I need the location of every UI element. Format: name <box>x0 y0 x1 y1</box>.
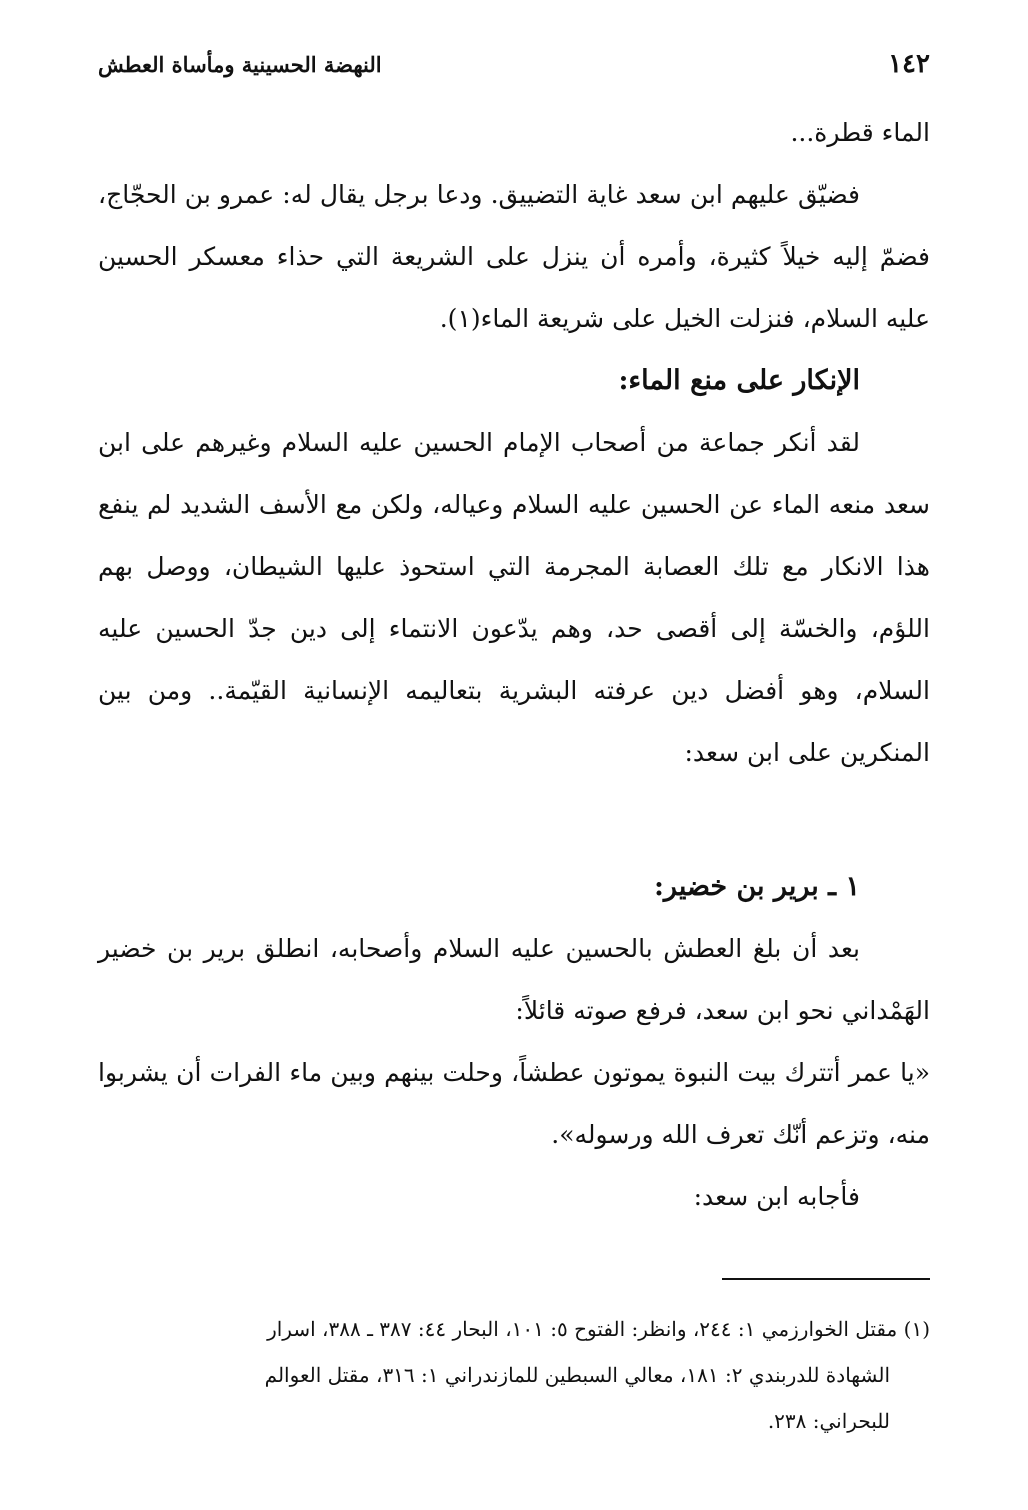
paragraph-continuation: الماء قطرة... <box>790 118 930 147</box>
quote-burair: «يا عمر أتترك بيت النبوة يموتون عطشاً، وحلت بينهم وبين ماء الفرات أن يشربوا منه، وتزعم أنّك تعرف الله ورسوله». <box>98 1058 930 1149</box>
page-header <box>98 44 930 84</box>
paragraph-siege: فضيّق عليهم ابن سعد غاية التضييق. ودعا برجل يقال له: عمرو بن الحجّاج، فضمّ إليه خيلاً كثيرة، وأمره أن ينزل على الشريعة التي حذاء معسكر الحسين عليه السلام، فنزلت الخيل على شريعة الماء(١). <box>98 180 930 333</box>
running-title: النهضة الحسينية ومأساة العطش <box>98 51 382 77</box>
footnote-line: الشهادة للدربندي ٢: ١٨١، معالي السبطين للمازندراني ١: ٣١٦، مقتل العوالم <box>264 1363 890 1387</box>
paragraph-reply: فأجابه ابن سعد: <box>693 1182 860 1211</box>
footnote-line: للبحراني: ٢٣٨. <box>767 1409 890 1433</box>
page-number: ١٤٢ <box>888 49 930 79</box>
section-heading-burair: ١ ـ برير بن خضير: <box>653 871 860 902</box>
paragraph-burair: بعد أن بلغ العطش بالحسين عليه السلام وأصحابه، انطلق برير بن خضير الهَمْداني نحو ابن سعد، فرفع صوته قائلاً: <box>98 934 930 1025</box>
paragraph-denial: لقد أنكر جماعة من أصحاب الإمام الحسين عليه السلام وغيرهم على ابن سعد منعه الماء عن الحسين عليه السلام وعياله، ولكن مع الأسف الشديد لم ينفع هذا الانكار مع تلك العصابة المجرمة التي استحوذ عليها الشيطان، ووصل بهم اللؤم، والخسّة إلى أقصى حد، وهم يدّعون الانتماء إلى دين جدّ الحسين عليه السلام، وهو أفضل دين عرفته البشرية بتعاليمه الإنسانية القيّمة.. ومن بين المنكرين على ابن سعد: <box>98 428 930 767</box>
main-text <box>98 102 930 1228</box>
footnote-divider <box>722 1278 930 1280</box>
footnotes <box>98 1306 930 1444</box>
footnote-line: (١) مقتل الخوارزمي ١: ٢٤٤، وانظر: الفتوح ٥: ١٠١، البحار ٤٤: ٣٨٧ ـ ٣٨٨، اسرار <box>267 1317 930 1341</box>
section-heading-denial: الإنكار على منع الماء: <box>618 365 860 396</box>
section-spacer <box>98 784 930 856</box>
